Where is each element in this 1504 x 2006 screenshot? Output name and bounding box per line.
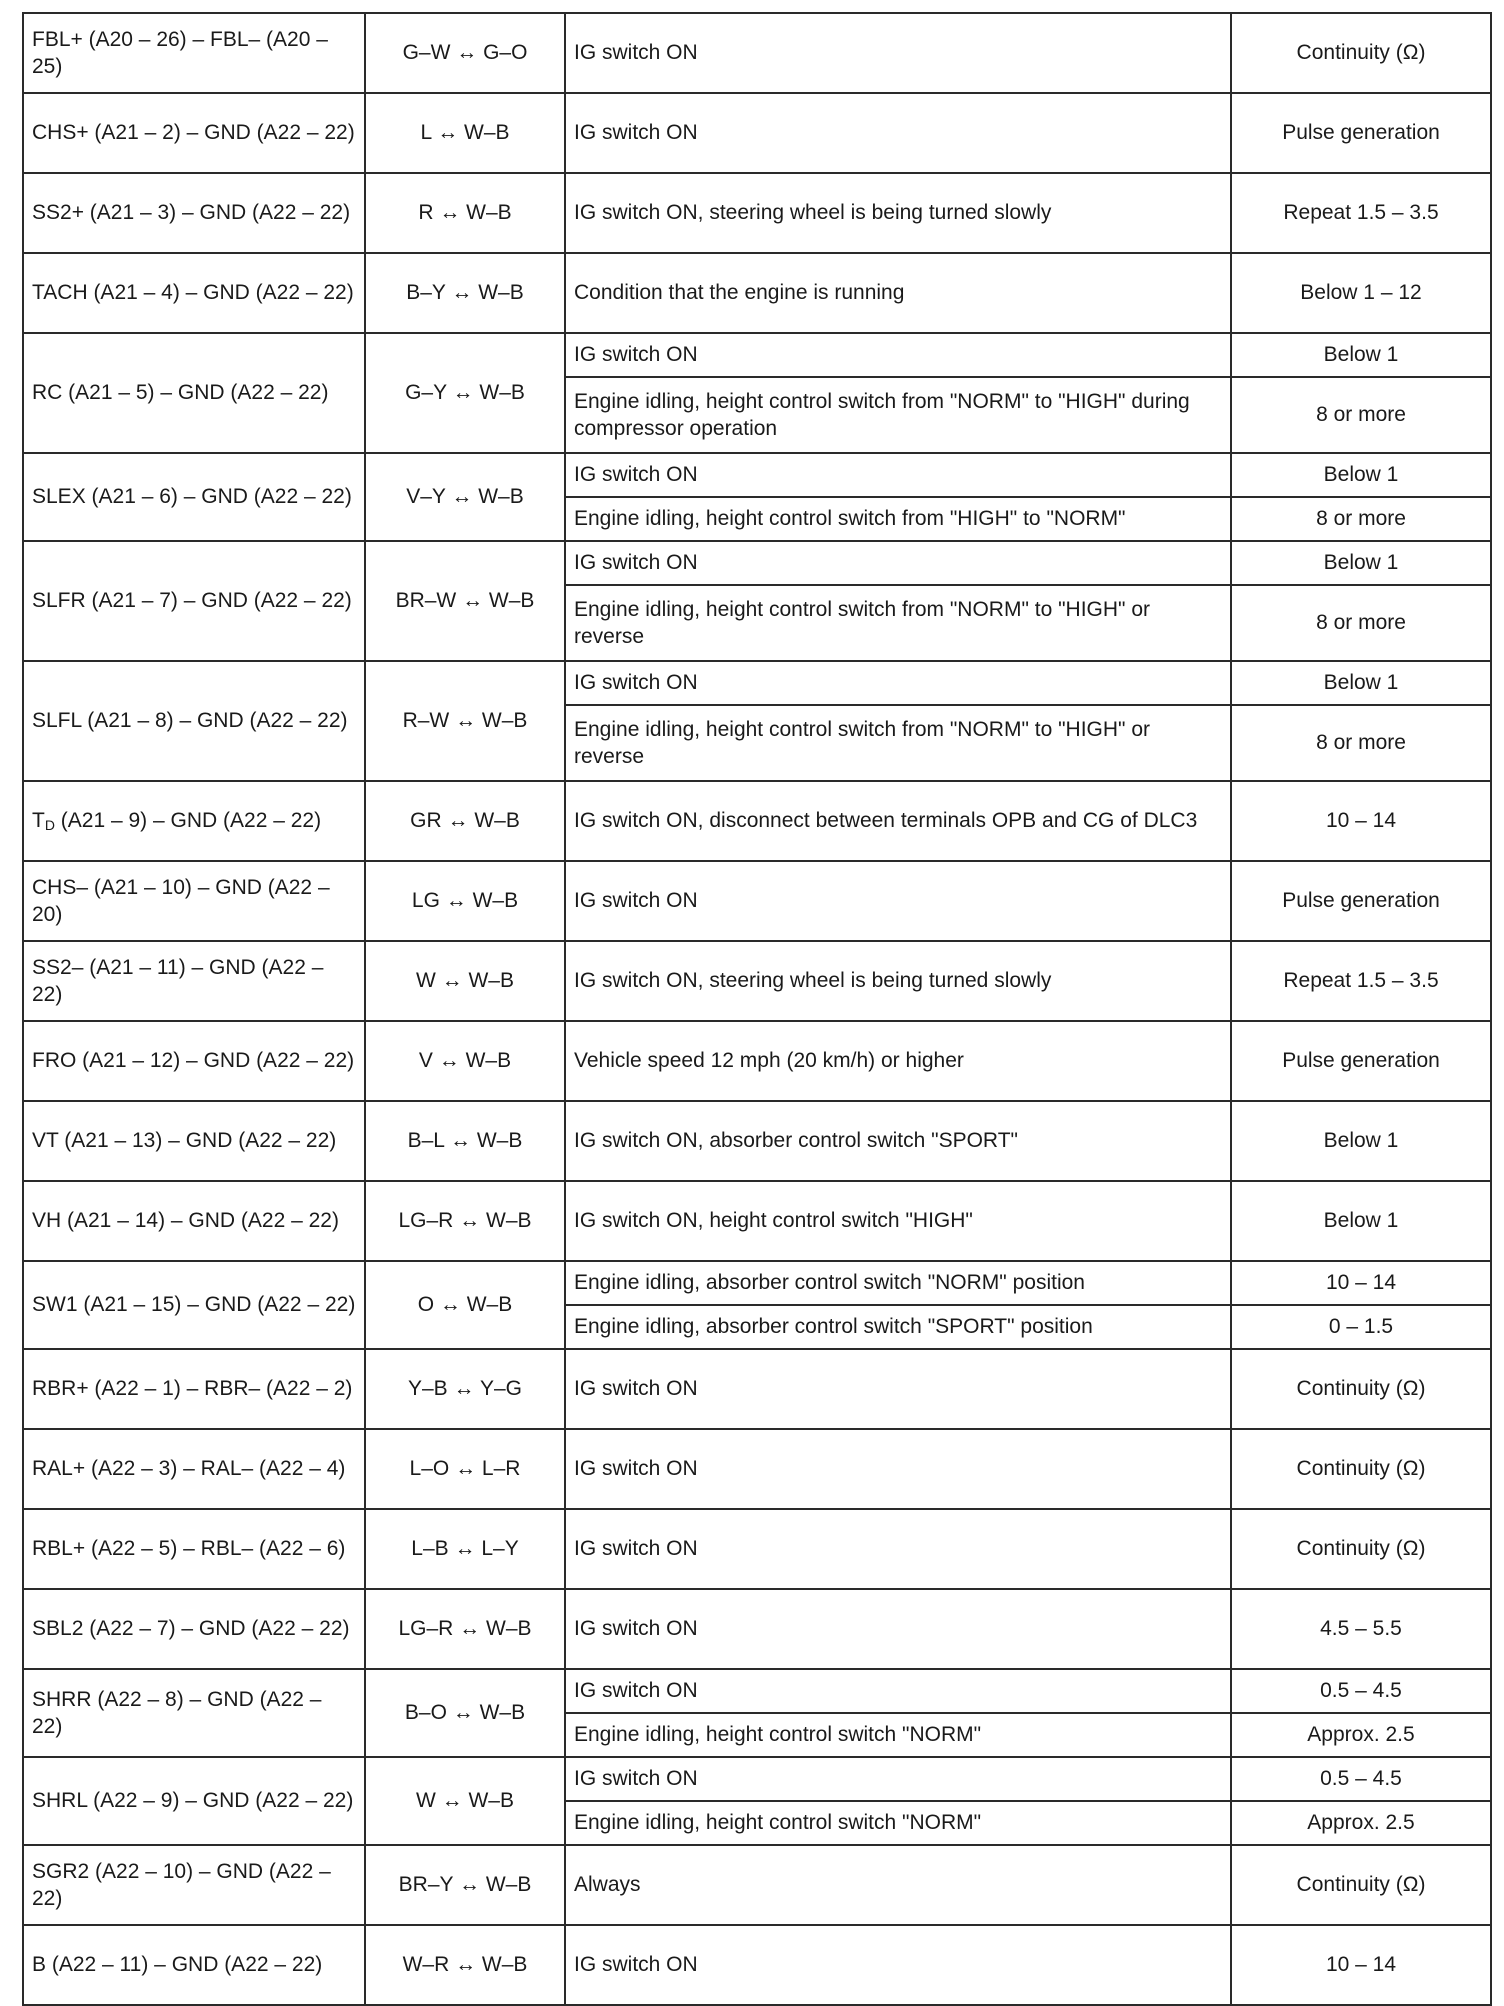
condition-cell: IG switch ON (565, 541, 1231, 585)
table-row (23, 1429, 1491, 1509)
table-row (23, 13, 1491, 93)
specified-condition-cell: 8 or more (1231, 377, 1491, 453)
specified-condition-cell: Continuity (Ω) (1231, 1429, 1491, 1509)
condition-cell: IG switch ON (565, 1589, 1231, 1669)
table-row (23, 541, 1491, 585)
terminal-cell: RC (A21 – 5) – GND (A22 – 22) (23, 333, 365, 453)
specified-condition-cell: Pulse generation (1231, 93, 1491, 173)
terminal-cell: RAL+ (A22 – 3) – RAL– (A22 – 4) (23, 1429, 365, 1509)
table-row (23, 1021, 1491, 1101)
specified-condition-cell: 10 – 14 (1231, 1925, 1491, 2005)
table-row (23, 861, 1491, 941)
specified-condition-cell: Pulse generation (1231, 1021, 1491, 1101)
condition-cell: IG switch ON, height control switch "HIGH" (565, 1181, 1231, 1261)
specified-condition-cell: Continuity (Ω) (1231, 1845, 1491, 1925)
table-body (23, 13, 1491, 2005)
table-row (23, 941, 1491, 1021)
specified-condition-cell: Repeat 1.5 – 3.5 (1231, 173, 1491, 253)
specified-condition-cell: Approx. 2.5 (1231, 1801, 1491, 1845)
table-row (23, 661, 1491, 705)
condition-cell: IG switch ON, absorber control switch "SPORT" (565, 1101, 1231, 1181)
condition-cell: IG switch ON (565, 661, 1231, 705)
condition-cell: Vehicle speed 12 mph (20 km/h) or higher (565, 1021, 1231, 1101)
terminal-cell: SS2– (A21 – 11) – GND (A22 – 22) (23, 941, 365, 1021)
condition-cell: IG switch ON (565, 1349, 1231, 1429)
table-row (23, 1589, 1491, 1669)
condition-cell: Engine idling, absorber control switch "NORM" position (565, 1261, 1231, 1305)
terminal-cell: TACH (A21 – 4) – GND (A22 – 22) (23, 253, 365, 333)
terminal-name: T (32, 809, 45, 833)
table-row (23, 253, 1491, 333)
condition-cell: Condition that the engine is running (565, 253, 1231, 333)
terminal-pins: (A21 – 9) – GND (A22 – 22) (54, 809, 322, 833)
table-row (23, 333, 1491, 377)
terminal-cell: RBR+ (A22 – 1) – RBR– (A22 – 2) (23, 1349, 365, 1429)
specified-condition-cell: Repeat 1.5 – 3.5 (1231, 941, 1491, 1021)
terminal-cell: SS2+ (A21 – 3) – GND (A22 – 22) (23, 173, 365, 253)
terminal-cell: SLEX (A21 – 6) – GND (A22 – 22) (23, 453, 365, 541)
specified-condition-cell: Below 1 (1231, 1181, 1491, 1261)
terminal-cell: SW1 (A21 – 15) – GND (A22 – 22) (23, 1261, 365, 1349)
wiring-color-cell: LG–R ↔ W–B (365, 1181, 565, 1261)
condition-cell: Engine idling, height control switch from "NORM" to "HIGH" or reverse (565, 705, 1231, 781)
specified-condition-cell: Below 1 (1231, 661, 1491, 705)
condition-cell: Engine idling, height control switch from "NORM" to "HIGH" or reverse (565, 585, 1231, 661)
terminal-inspection-sheet (22, 12, 1490, 2006)
terminal-cell: SHRR (A22 – 8) – GND (A22 – 22) (23, 1669, 365, 1757)
wiring-color-cell: LG ↔ W–B (365, 861, 565, 941)
condition-cell: IG switch ON (565, 1509, 1231, 1589)
wiring-color-cell: O ↔ W–B (365, 1261, 565, 1349)
specified-condition-cell: Pulse generation (1231, 861, 1491, 941)
terminal-cell (23, 781, 365, 861)
table-row (23, 1925, 1491, 2005)
terminal-cell: RBL+ (A22 – 5) – RBL– (A22 – 6) (23, 1509, 365, 1589)
wiring-color-cell: L–O ↔ L–R (365, 1429, 565, 1509)
wiring-color-cell: R–W ↔ W–B (365, 661, 565, 781)
wiring-color-cell: V–Y ↔ W–B (365, 453, 565, 541)
table-row (23, 781, 1491, 861)
table-row (23, 1757, 1491, 1801)
table-row (23, 1349, 1491, 1429)
terminal-cell: CHS– (A21 – 10) – GND (A22 – 20) (23, 861, 365, 941)
condition-cell: IG switch ON (565, 1757, 1231, 1801)
condition-cell: IG switch ON (565, 1669, 1231, 1713)
condition-cell: Engine idling, height control switch "NORM" (565, 1713, 1231, 1757)
wiring-color-cell: W–R ↔ W–B (365, 1925, 565, 2005)
specified-condition-cell: Below 1 (1231, 1101, 1491, 1181)
specified-condition-cell: 0.5 – 4.5 (1231, 1669, 1491, 1713)
wiring-color-cell: Y–B ↔ Y–G (365, 1349, 565, 1429)
terminal-cell: CHS+ (A21 – 2) – GND (A22 – 22) (23, 93, 365, 173)
wiring-color-cell: L ↔ W–B (365, 93, 565, 173)
specified-condition-cell: Below 1 – 12 (1231, 253, 1491, 333)
table-row (23, 173, 1491, 253)
specified-condition-cell: 4.5 – 5.5 (1231, 1589, 1491, 1669)
terminal-cell: SLFR (A21 – 7) – GND (A22 – 22) (23, 541, 365, 661)
condition-cell: IG switch ON (565, 93, 1231, 173)
specified-condition-cell: Continuity (Ω) (1231, 1509, 1491, 1589)
wiring-color-cell: B–O ↔ W–B (365, 1669, 565, 1757)
specified-condition-cell: 10 – 14 (1231, 781, 1491, 861)
terminal-cell: SLFL (A21 – 8) – GND (A22 – 22) (23, 661, 365, 781)
specified-condition-cell: Approx. 2.5 (1231, 1713, 1491, 1757)
wiring-color-cell: W ↔ W–B (365, 1757, 565, 1845)
wiring-color-cell: W ↔ W–B (365, 941, 565, 1021)
specified-condition-cell: Below 1 (1231, 453, 1491, 497)
condition-cell: IG switch ON (565, 333, 1231, 377)
terminal-cell: FBL+ (A20 – 26) – FBL– (A20 – 25) (23, 13, 365, 93)
condition-cell: Engine idling, height control switch from "HIGH" to "NORM" (565, 497, 1231, 541)
condition-cell: IG switch ON, steering wheel is being turned slowly (565, 941, 1231, 1021)
condition-cell: IG switch ON (565, 13, 1231, 93)
wiring-color-cell: L–B ↔ L–Y (365, 1509, 565, 1589)
wiring-color-cell: BR–W ↔ W–B (365, 541, 565, 661)
table-row (23, 1509, 1491, 1589)
specified-condition-cell: Below 1 (1231, 541, 1491, 585)
wiring-color-cell: R ↔ W–B (365, 173, 565, 253)
terminal-cell: VH (A21 – 14) – GND (A22 – 22) (23, 1181, 365, 1261)
table-row (23, 1845, 1491, 1925)
wiring-color-cell: BR–Y ↔ W–B (365, 1845, 565, 1925)
specified-condition-cell: 8 or more (1231, 497, 1491, 541)
specified-condition-cell: 0 – 1.5 (1231, 1305, 1491, 1349)
condition-cell: IG switch ON (565, 1429, 1231, 1509)
condition-cell: IG switch ON (565, 1925, 1231, 2005)
table-row (23, 1669, 1491, 1713)
wiring-color-cell: LG–R ↔ W–B (365, 1589, 565, 1669)
specified-condition-cell: 8 or more (1231, 585, 1491, 661)
table-row (23, 453, 1491, 497)
terminal-cell: B (A22 – 11) – GND (A22 – 22) (23, 1925, 365, 2005)
condition-cell: IG switch ON, steering wheel is being turned slowly (565, 173, 1231, 253)
wiring-color-cell: V ↔ W–B (365, 1021, 565, 1101)
terminal-cell: SBL2 (A22 – 7) – GND (A22 – 22) (23, 1589, 365, 1669)
condition-cell: IG switch ON (565, 861, 1231, 941)
condition-cell: Always (565, 1845, 1231, 1925)
condition-cell: Engine idling, height control switch from "NORM" to "HIGH" during compressor operation (565, 377, 1231, 453)
condition-cell: Engine idling, height control switch "NORM" (565, 1801, 1231, 1845)
terminal-cell: SHRL (A22 – 9) – GND (A22 – 22) (23, 1757, 365, 1845)
terminal-voltage-table (22, 12, 1492, 2006)
terminal-subscript: D (44, 817, 55, 834)
terminal-cell: SGR2 (A22 – 10) – GND (A22 – 22) (23, 1845, 365, 1925)
specified-condition-cell: Continuity (Ω) (1231, 13, 1491, 93)
wiring-color-cell: B–Y ↔ W–B (365, 253, 565, 333)
table-row (23, 1181, 1491, 1261)
terminal-cell: VT (A21 – 13) – GND (A22 – 22) (23, 1101, 365, 1181)
table-row (23, 1101, 1491, 1181)
specified-condition-cell: 0.5 – 4.5 (1231, 1757, 1491, 1801)
table-row (23, 93, 1491, 173)
wiring-color-cell: GR ↔ W–B (365, 781, 565, 861)
table-row (23, 1261, 1491, 1305)
specified-condition-cell: 8 or more (1231, 705, 1491, 781)
condition-cell: IG switch ON (565, 453, 1231, 497)
wiring-color-cell: G–Y ↔ W–B (365, 333, 565, 453)
specified-condition-cell: 10 – 14 (1231, 1261, 1491, 1305)
specified-condition-cell: Continuity (Ω) (1231, 1349, 1491, 1429)
terminal-cell: FRO (A21 – 12) – GND (A22 – 22) (23, 1021, 365, 1101)
condition-cell: Engine idling, absorber control switch "SPORT" position (565, 1305, 1231, 1349)
condition-cell: IG switch ON, disconnect between terminals OPB and CG of DLC3 (565, 781, 1231, 861)
specified-condition-cell: Below 1 (1231, 333, 1491, 377)
wiring-color-cell: G–W ↔ G–O (365, 13, 565, 93)
wiring-color-cell: B–L ↔ W–B (365, 1101, 565, 1181)
